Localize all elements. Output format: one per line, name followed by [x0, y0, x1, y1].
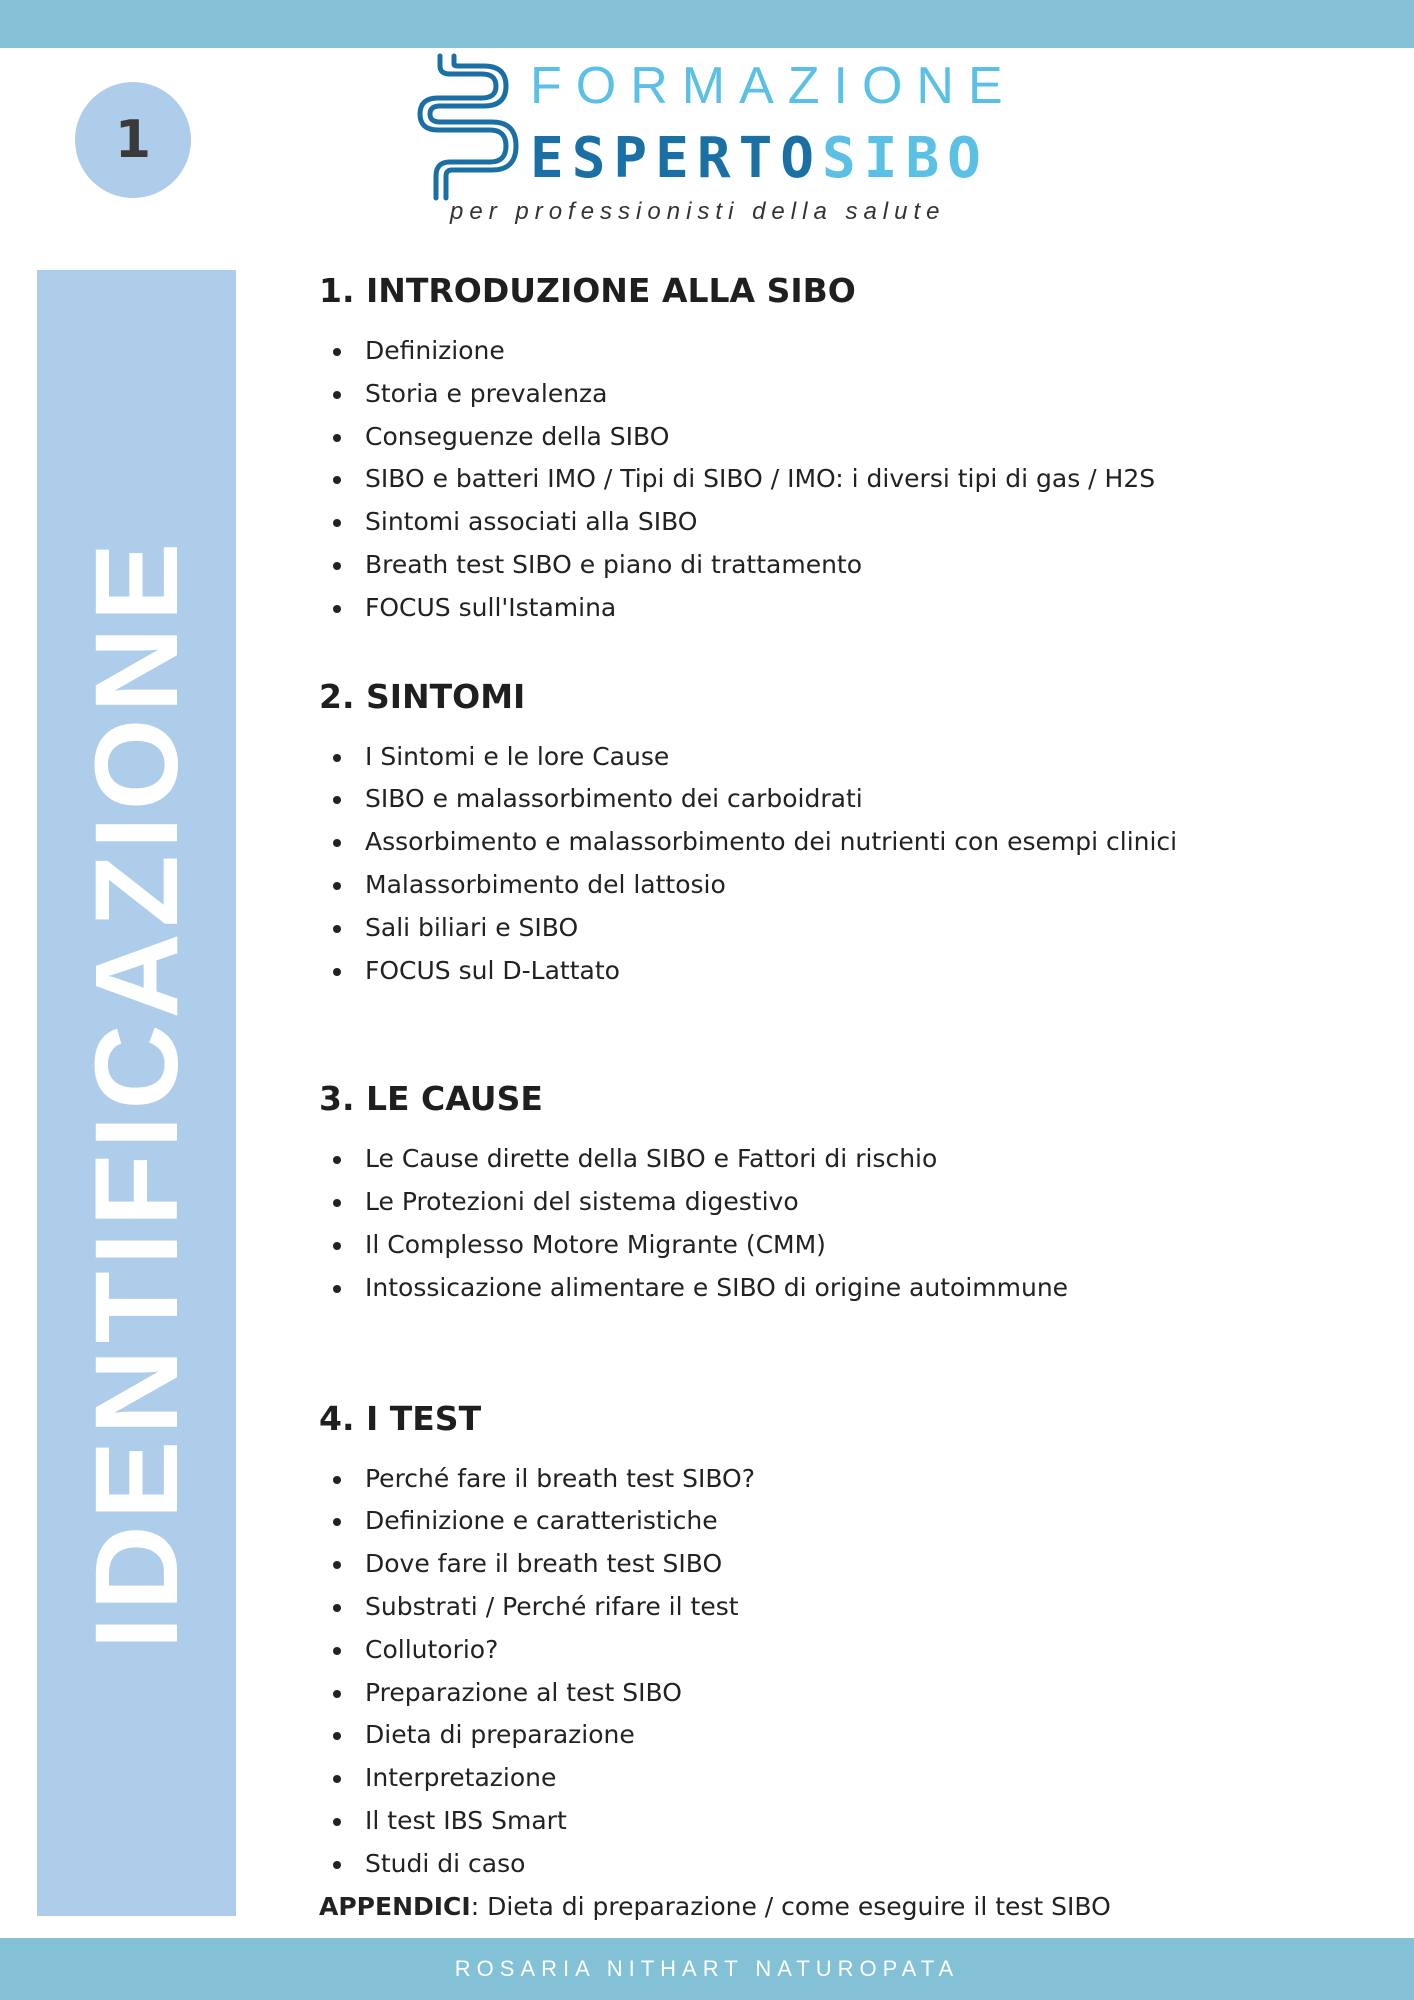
- logo-title-sibo: SIBO: [822, 126, 989, 191]
- list-item: Dove fare il breath test SIBO: [319, 1543, 1379, 1586]
- page-number-badge: [75, 82, 191, 198]
- side-band: [37, 270, 236, 1916]
- logo-title-esperto: ESPERTO: [530, 126, 823, 191]
- footer-bar: [0, 1938, 1414, 2000]
- page-number: 1: [114, 110, 152, 170]
- list-item: Interpretazione: [319, 1757, 1379, 1800]
- list-item: Conseguenze della SIBO: [319, 416, 1379, 459]
- list-item: Sali biliari e SIBO: [319, 907, 1379, 950]
- list-item: I Sintomi e le lore Cause: [319, 736, 1379, 779]
- list-item: Definizione e caratteristiche: [319, 1500, 1379, 1543]
- content: [319, 268, 1379, 1928]
- side-label: IDENTIFICAZIONE: [70, 536, 203, 1650]
- list-item: Sintomi associati alla SIBO: [319, 501, 1379, 544]
- list-item: Le Cause dirette della SIBO e Fattori di rischio: [319, 1138, 1379, 1181]
- footer-text: ROSARIA NITHART NATUROPATA: [454, 1956, 960, 1981]
- list-item: Definizione: [319, 330, 1379, 373]
- appendix-text: : Dieta di preparazione / come eseguire il test SIBO: [470, 1891, 1111, 1921]
- intestine-icon: [410, 52, 520, 202]
- bullet-list: [319, 330, 1379, 630]
- section-title: 4. I TEST: [319, 1398, 482, 1438]
- section-title: 1. INTRODUZIONE ALLA SIBO: [319, 271, 856, 310]
- logo-title-line2: [530, 126, 989, 191]
- section-title: 3. LE CAUSE: [319, 1079, 543, 1119]
- section-test: [319, 1396, 1379, 1928]
- bullet-list: [319, 736, 1379, 993]
- list-item: FOCUS sul D-Lattato: [319, 950, 1379, 993]
- list-item: SIBO e batteri IMO / Tipi di SIBO / IMO: i diversi tipi di gas / H2S: [319, 458, 1379, 501]
- list-item: Studi di caso: [319, 1843, 1379, 1886]
- logo: [410, 52, 1030, 232]
- list-item: FOCUS sull'Istamina: [319, 587, 1379, 630]
- list-item: Storia e prevalenza: [319, 373, 1379, 416]
- appendix-line: [319, 1886, 1379, 1928]
- bullet-list: [319, 1138, 1379, 1309]
- section-sintomi: [319, 674, 1379, 993]
- list-item: Intossicazione alimentare e SIBO di origine autoimmune: [319, 1267, 1379, 1310]
- list-item: Il test IBS Smart: [319, 1800, 1379, 1843]
- list-item: Le Protezioni del sistema digestivo: [319, 1181, 1379, 1224]
- list-item: Preparazione al test SIBO: [319, 1672, 1379, 1715]
- logo-title-line1: FORMAZIONE: [530, 57, 1017, 115]
- appendix-label: APPENDICI: [319, 1891, 471, 1921]
- list-item: Assorbimento e malassorbimento dei nutrienti con esempi clinici: [319, 821, 1379, 864]
- logo-tagline: per professionisti della salute: [450, 198, 946, 225]
- section-title: 2. SINTOMI: [319, 676, 526, 716]
- bullet-list: [319, 1458, 1379, 1886]
- list-item: Substrati / Perché rifare il test: [319, 1586, 1379, 1629]
- list-item: SIBO e malassorbimento dei carboidrati: [319, 778, 1379, 821]
- section-cause: [319, 1076, 1379, 1309]
- list-item: Perché fare il breath test SIBO?: [319, 1458, 1379, 1501]
- list-item: Breath test SIBO e piano di trattamento: [319, 544, 1379, 587]
- list-item: Collutorio?: [319, 1629, 1379, 1672]
- list-item: Malassorbimento del lattosio: [319, 864, 1379, 907]
- section-introduzione: [319, 268, 1379, 630]
- top-bar: [0, 0, 1414, 48]
- list-item: Dieta di preparazione: [319, 1714, 1379, 1757]
- list-item: Il Complesso Motore Migrante (CMM): [319, 1224, 1379, 1267]
